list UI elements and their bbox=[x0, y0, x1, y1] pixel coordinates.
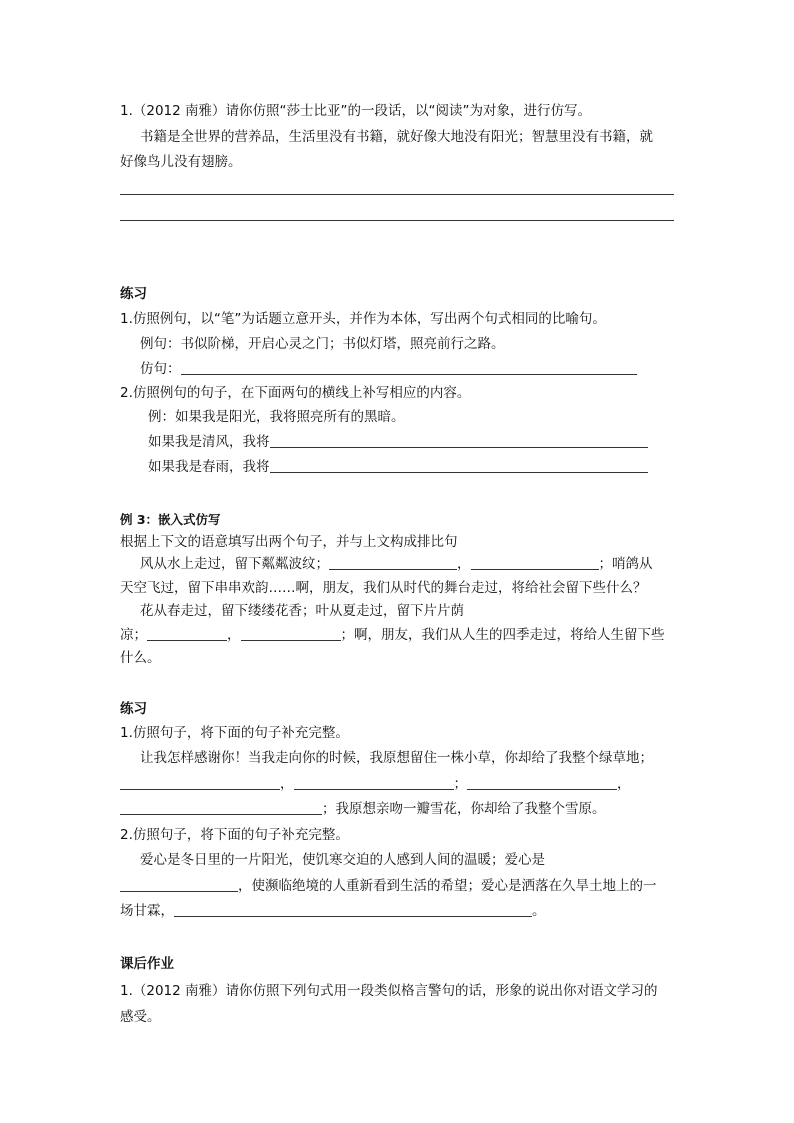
answer-line-1[interactable] bbox=[120, 194, 674, 195]
question-1-text-line-1: 书籍是全世界的营养品，生活里没有书籍，就好像大地没有阳光；智慧里没有书籍，就 bbox=[140, 129, 653, 145]
example-3-line-4 bbox=[120, 626, 665, 644]
line-1-blank[interactable] bbox=[270, 433, 648, 448]
imitate-label: 仿句： bbox=[140, 361, 181, 377]
homework-q1-line-1: 1.（2012 南雅）请你仿照下列句式用一段类似格言警句的话，形象的说出你对语文学习的 bbox=[120, 983, 658, 999]
practice-2-q2-text: 爱心是冬日里的一片阳光，使饥寒交迫的人感到人间的温暖；爱心是 bbox=[140, 852, 545, 868]
e3-blank-4[interactable] bbox=[241, 626, 341, 641]
p2-q1-end-text: ；我原想亲吻一瓣雪花，你却给了我整个雪原。 bbox=[322, 801, 606, 817]
homework-title: 课后作业 bbox=[120, 956, 174, 972]
practice-1-title: 练习 bbox=[120, 286, 147, 302]
homework-q1-line-2: 感受。 bbox=[120, 1009, 161, 1025]
p2-blank-1[interactable] bbox=[120, 775, 280, 790]
practice-1-q1-imitate-row bbox=[140, 360, 637, 378]
practice-1-q1-example: 例句：书似阶梯，开启心灵之门；书似灯塔，照亮前行之路。 bbox=[140, 336, 505, 352]
practice-1-q2-line-2 bbox=[148, 458, 648, 476]
practice-2-q1-end-row bbox=[120, 800, 606, 818]
p2-q2-l2-text: ，使濒临绝境的人重新看到生活的希望；爱心是洒落在久旱土地上的一 bbox=[238, 878, 657, 894]
example-3-title: 例 3：嵌入式仿写 bbox=[120, 512, 221, 527]
e3-l1-comma: ， bbox=[457, 556, 471, 572]
practice-1-q2-example: 例：如果我是阳光，我将照亮所有的黑暗。 bbox=[148, 409, 405, 425]
example-3-line-3: 花从春走过，留下缕缕花香；叶从夏走过，留下片片荫 bbox=[140, 603, 464, 619]
p2-q2-l3-period: 。 bbox=[532, 903, 546, 919]
p2-blank-5[interactable] bbox=[120, 877, 238, 892]
p2-blank-6[interactable] bbox=[174, 902, 532, 917]
practice-2-q2-line-3 bbox=[120, 902, 546, 920]
practice-2-q2-line-2 bbox=[120, 877, 657, 895]
e3-l4-tail: ；啊，朋友，我们从人生的四季走过，将给人生留下些 bbox=[340, 627, 665, 643]
practice-1-q2-prompt: 2.仿照例句的句子，在下面两句的横线上补写相应的内容。 bbox=[120, 385, 471, 401]
e3-l1-tail: ；哨鸽从 bbox=[598, 556, 653, 572]
e3-l1-text: 风从水上走过，留下粼粼波纹； bbox=[140, 556, 329, 572]
practice-2-q1-blanks-row bbox=[120, 775, 631, 793]
question-1-prompt: 1.（2012 南雅）请你仿照“莎士比亚”的一段话，以“阅读”为对象，进行仿写。 bbox=[120, 103, 592, 119]
e3-l4-comma: ， bbox=[227, 627, 241, 643]
practice-2-q1-prompt: 1.仿照句子，将下面的句子补充完整。 bbox=[120, 725, 349, 741]
line-2-label: 如果我是春雨，我将 bbox=[148, 459, 270, 475]
example-3-line-1 bbox=[140, 555, 653, 573]
question-1-text-line-2: 好像鸟儿没有翅膀。 bbox=[120, 154, 242, 170]
p2-blank-2[interactable] bbox=[294, 775, 454, 790]
e3-l4-text: 凉； bbox=[120, 627, 147, 643]
example-3-line-5: 什么。 bbox=[120, 650, 161, 666]
p2-comma-2: ， bbox=[617, 776, 631, 792]
practice-2-title: 练习 bbox=[120, 701, 147, 717]
e3-blank-3[interactable] bbox=[147, 626, 227, 641]
p2-blank-4[interactable] bbox=[120, 800, 322, 815]
example-3-line-2: 天空飞过，留下串串欢韵……啊，朋友，我们从时代的舞台走过，将给社会留下些什么？ bbox=[120, 580, 647, 596]
p2-semicolon: ； bbox=[453, 776, 467, 792]
e3-blank-1[interactable] bbox=[329, 555, 457, 570]
practice-2-q2-prompt: 2.仿照句子，将下面的句子补充完整。 bbox=[120, 827, 349, 843]
example-3-instruction: 根据上下文的语意填写出两个句子，并与上文构成排比句 bbox=[120, 534, 458, 550]
e3-blank-2[interactable] bbox=[471, 555, 599, 570]
p2-comma-1: ， bbox=[280, 776, 294, 792]
p2-blank-3[interactable] bbox=[467, 775, 617, 790]
line-2-blank[interactable] bbox=[270, 458, 648, 473]
practice-2-q1-text: 让我怎样感谢你！当我走向你的时候，我原想留住一株小草，你却给了我整个绿草地； bbox=[140, 750, 653, 766]
p2-q2-l3-text: 场甘霖， bbox=[120, 903, 174, 919]
imitate-blank[interactable] bbox=[181, 360, 637, 375]
practice-1-q1-prompt: 1.仿照例句，以“笔”为话题立意开头，并作为本体，写出两个句式相同的比喻句。 bbox=[120, 311, 606, 327]
line-1-label: 如果我是清风，我将 bbox=[148, 434, 270, 450]
answer-line-2[interactable] bbox=[120, 220, 674, 221]
practice-1-q2-line-1 bbox=[148, 433, 648, 451]
